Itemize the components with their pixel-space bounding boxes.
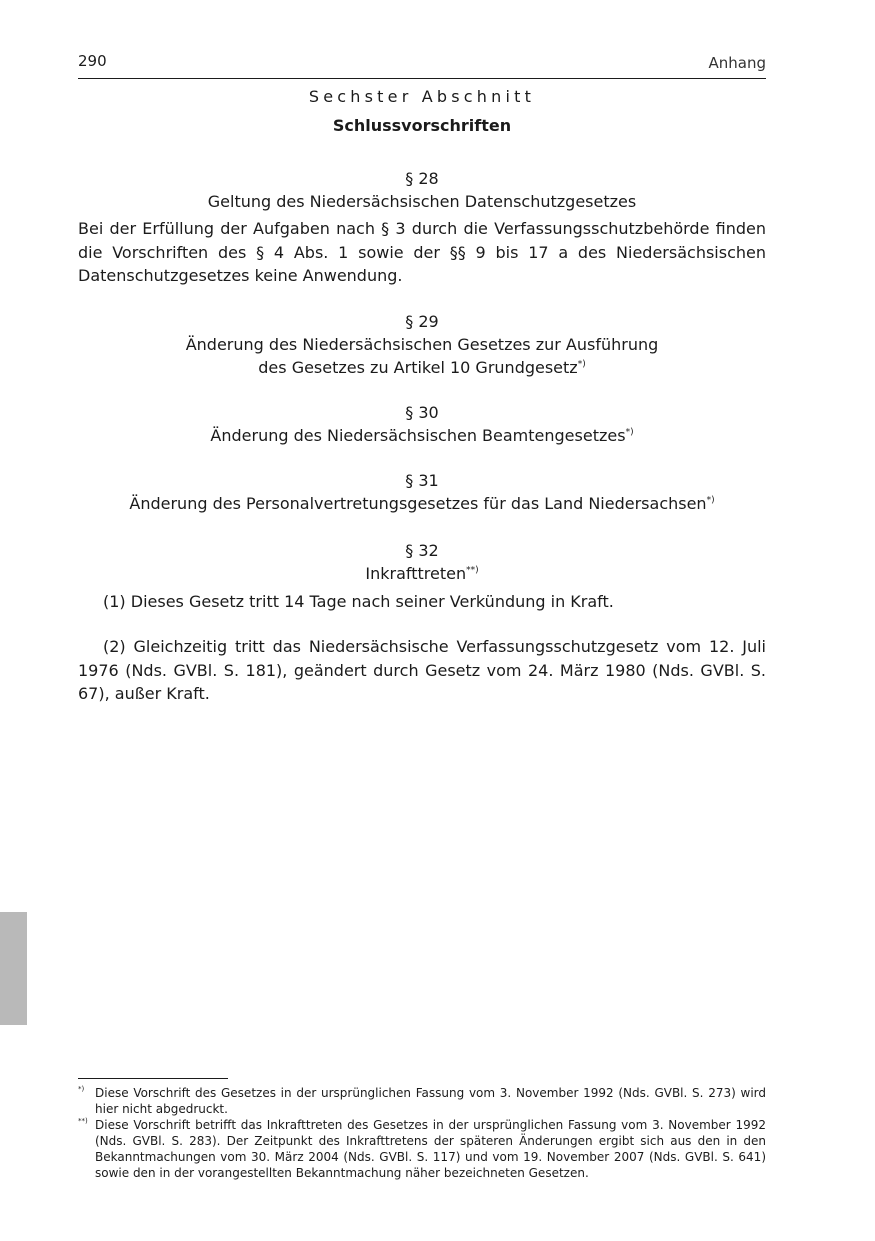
paragraph-28-heading: Geltung des Niedersächsischen Datenschutzgesetzes xyxy=(207,192,637,211)
paragraph-32-clause-2: (2) Gleichzeitig tritt das Niedersächsische Verfassungsschutzgesetz vom 12. Juli 1976 (Nds. GVBl. S. 181), geändert durch Gesetz vom 24. März 1980 (Nds. GVBl. S. 67), außer Kraft. xyxy=(78,637,766,703)
footnote-2 xyxy=(78,1117,766,1181)
page-number: 290 xyxy=(78,52,107,70)
paragraph-29-number: § 29 xyxy=(405,312,439,331)
page-header xyxy=(78,50,766,79)
paragraph-32-heading-text: Inkrafttreten xyxy=(365,564,467,583)
footnote-1-text: Diese Vorschrift des Gesetzes in der ursprünglichen Fassung vom 3. November 1992 (Nds. GVBl. S. 273) wird hier nicht abgedruckt. xyxy=(95,1086,766,1116)
paragraph-29-heading-line-2 xyxy=(78,357,766,379)
paragraph-29-footnote-ref: *) xyxy=(577,359,586,370)
paragraph-28-number: § 28 xyxy=(405,169,439,188)
paragraph-31-number: § 31 xyxy=(405,471,439,490)
paragraph-29-heading-text: des Gesetzes zu Artikel 10 Grundgesetz xyxy=(258,358,578,377)
footnote-1 xyxy=(78,1085,766,1117)
footnote-2-mark: **) xyxy=(78,1117,88,1125)
paragraph-31-heading xyxy=(78,493,766,515)
paragraph-31-heading-text: Änderung des Personalvertretungsgesetzes für das Land Niedersachsen xyxy=(129,494,707,513)
section-title: Sechster Abschnitt xyxy=(308,87,536,106)
footnote-1-mark: *) xyxy=(78,1085,85,1093)
paragraph-29-heading-line-1: Änderung des Niedersächsischen Gesetzes zur Ausführung xyxy=(185,335,659,354)
footnote-2-text: Diese Vorschrift betrifft das Inkrafttreten des Gesetzes in der ursprünglichen Fassung vom 3. November 1992 (Nds. GVBl. S. 283). Der Zeitpunkt des Inkrafttretens der späteren Änderungen ergibt sich aus den in den Bekanntmachungen vom 30. März 2004 (Nds. GVBl. S. 117) und vom 19. November 2007 (Nds. GVBl. S. 641) sowie den in der vorangestellten Bekanntmachung näher bezeichneten Gesetzen. xyxy=(95,1118,766,1180)
paragraph-32-heading xyxy=(78,563,766,585)
paragraph-32-footnote-ref: **) xyxy=(466,565,479,576)
footnote-rule xyxy=(78,1078,228,1079)
paragraph-31-footnote-ref: *) xyxy=(706,495,715,506)
paragraph-28-body: Bei der Erfüllung der Aufgaben nach § 3 durch die Verfassungsschutzbehörde finden die Vorschriften des § 4 Abs. 1 sowie der §§ 9 bis 17 a des Niedersächsischen Datenschutzgesetzes keine Anwendung. xyxy=(78,219,766,285)
paragraph-32-number: § 32 xyxy=(405,541,439,560)
thumb-index-tab xyxy=(0,912,27,1025)
paragraph-30-heading xyxy=(78,425,766,447)
paragraph-30-footnote-ref: *) xyxy=(625,427,634,438)
running-head: Anhang xyxy=(708,54,766,72)
section-subtitle: Schlussvorschriften xyxy=(332,116,512,135)
paragraph-32-clause-1: (1) Dieses Gesetz tritt 14 Tage nach seiner Verkündung in Kraft. xyxy=(103,592,614,611)
paragraph-30-heading-text: Änderung des Niedersächsischen Beamtengesetzes xyxy=(210,426,626,445)
paragraph-30-number: § 30 xyxy=(405,403,439,422)
